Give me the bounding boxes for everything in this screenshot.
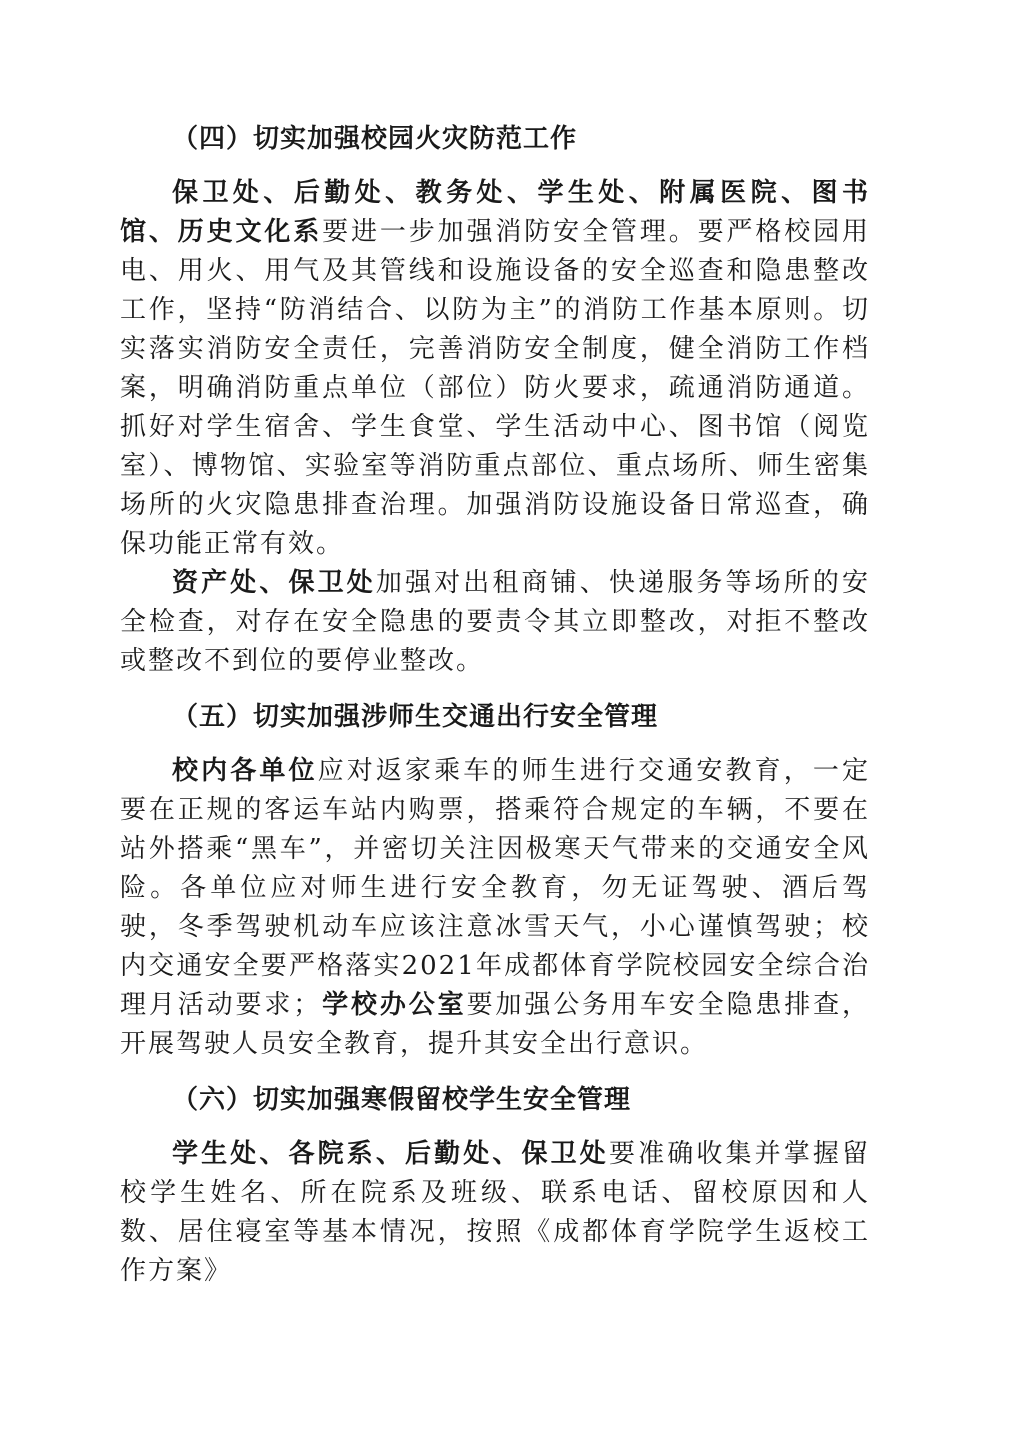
paragraph-winter-students-management (120, 1135, 870, 1291)
paragraph-asset-inspection (120, 564, 870, 681)
section-heading-traffic-safety: （五）切实加强涉师生交通出行安全管理 (172, 702, 659, 732)
responsible-units: 保卫处、后勤处、教务处、学生处、附属医院、图书馆、历史文化系 (120, 178, 870, 247)
paragraph-text: 要进一步加强消防安全管理。要严格校园用电、用火、用气及其管线和设施设备的安全巡查和隐患整改工作，坚持“防消结合、以防为主”的消防工作基本原则。切实落实消防安全责任，完善消防安全制度，健全消防工作档案，明确消防重点单位（部位）防火要求，疏通消防通道。抓好对学生宿舍、学生食堂、学生活动中心、图书馆（阅览室）、博物馆、实验室等消防重点部位、重点场所、师生密集场所的火灾隐患排查治理。加强消防设施设备日常巡查，确保功能正常有效。 (120, 217, 870, 559)
paragraph-text: 应对返家乘车的师生进行交通安教育，一定要在正规的客运车站内购票，搭乘符合规定的车辆，不要在站外搭乘“黑车”，并密切关注因极寒天气带来的交通安全风险。各单位应对师生进行安全教育，勿无证驾驶、酒后驾驶，冬季驾驶机动车应该注意冰雪天气，小心谨慎驾驶；校内交通安全要严格落实2021年成都体育学院校园安全综合治理月活动要求； (120, 756, 870, 1020)
paragraph-fire-safety-management (120, 174, 870, 564)
section-heading-fire-prevention: （四）切实加强校园火灾防范工作 (172, 124, 578, 154)
paragraph-text: 要准确收集并掌握留校学生姓名、所在院系及班级、联系电话、留校原因和人数、居住寝室等基本情况，按照《成都体育学院学生返校工作方案》 (120, 1139, 870, 1286)
section-heading-winter-students: （六）切实加强寒假留校学生安全管理 (172, 1085, 632, 1115)
paragraph-text: 加强对出租商铺、快递服务等场所的安全检查，对存在安全隐患的要责令其立即整改，对拒不整改或整改不到位的要停业整改。 (120, 568, 870, 676)
responsible-units: 资产处、保卫处 (172, 568, 376, 598)
document-body (120, 120, 870, 1308)
responsible-units: 学校办公室 (321, 990, 467, 1020)
responsible-units: 学生处、各院系、后勤处、保卫处 (172, 1139, 609, 1169)
responsible-units: 校内各单位 (172, 756, 318, 786)
paragraph-traffic-safety-education (120, 752, 870, 1064)
paragraph-text: 要加强公务用车安全隐患排查，开展驾驶人员安全教育，提升其安全出行意识。 (120, 990, 870, 1059)
